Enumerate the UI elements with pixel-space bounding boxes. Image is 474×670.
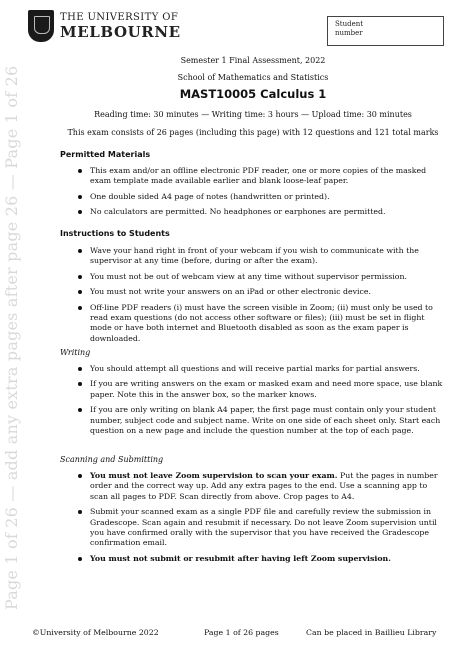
crest-icon [28,10,54,42]
times-line: Reading time: 30 minutes — Writing time: 3 hours — Upload time: 30 minutes [94,110,412,119]
list-item: If you are only writing on blank A4 paper, the first page must contain only your student number, subject code and subject name. Write on one side of each sheet only. Start each question on a new page and include the question number at the top of each page. [60,405,446,436]
list-item: Wave your hand right in front of your webcam if you wish to communicate with the supervisor at any time (before, during or after the exam). [60,246,446,267]
bullet-icon [78,169,82,173]
instructions-heading: Instructions to Students [60,229,170,238]
list-item: One double sided A4 page of notes (handwritten or printed). [60,192,446,202]
page-title: MAST10005 Calculus 1 [179,87,327,101]
list-item: You must not leave Zoom supervision to scan your exam. Put the pages in number order and the correct way up. Add any extra pages to the end. Use a scanning app to scan all pages to PDF. Scan directly from above. Crop pages to A4. [60,471,446,502]
student-box-label-2: number [335,29,363,37]
page-watermark: Page 1 of 26 — add any extra pages after page 26 — Page 1 of 26 [2,65,21,610]
bullet-icon [78,306,82,310]
logo-line-1: THE UNIVERSITY OF [60,11,179,23]
list-item: Submit your scanned exam as a single PDF file and carefully review the submission in Gradescope. Scan again and resubmit if necessary. Do not leave Zoom supervision until you have confirmed orally with the supervisor that you have received the Gradescope confirmation email. [60,507,446,549]
bullet-icon [78,367,82,371]
bullet-icon [78,382,82,386]
bullet-icon [78,249,82,253]
scanning-heading: Scanning and Submitting [60,455,164,464]
student-box-label-1: Student [335,20,364,28]
student-number-box [327,16,444,46]
school-line: School of Mathematics and Statistics [177,73,329,82]
pages-line: This exam consists of 26 pages (including this page) with 12 questions and 121 total marks [67,128,439,137]
bullet-icon [78,408,82,412]
permitted-list [60,166,446,223]
writing-list [60,364,446,441]
logo-line-2: MELBOURNE [60,22,181,41]
list-item: You must not submit or resubmit after having left Zoom supervision. [60,554,446,564]
bullet-icon [78,275,82,279]
footer-library-note: Can be placed in Baillieu Library [306,628,437,637]
university-logo [28,10,181,42]
footer-page-count: Page 1 of 26 pages [204,628,279,637]
bullet-icon [78,510,82,514]
permitted-heading: Permitted Materials [60,150,151,159]
list-item: Off-line PDF readers (i) must have the screen visible in Zoom; (ii) must only be used to read exam questions (do not access other software or files); (iii) must be set in flight mode or have both internet and Bluetooth disabled as soon as the exam paper is downloaded. [60,303,446,345]
list-item: You must not write your answers on an iPad or other electronic device. [60,287,446,297]
scanning-list [60,471,446,569]
assessment-line: Semester 1 Final Assessment, 2022 [180,56,326,65]
list-item: No calculators are permitted. No headphones or earphones are permitted. [60,207,446,217]
footer-copyright: ©University of Melbourne 2022 [32,628,159,637]
list-item: You should attempt all questions and will receive partial marks for partial answers. [60,364,446,374]
writing-heading: Writing [60,348,91,357]
list-item: If you are writing answers on the exam or masked exam and need more space, use blank paper. Note this in the answer box, so the marker knows. [60,379,446,400]
bullet-icon [78,195,82,199]
bullet-icon [78,210,82,214]
list-item: You must not be out of webcam view at any time without supervisor permission. [60,272,446,282]
bullet-icon [78,474,82,478]
instructions-list [60,246,446,349]
list-item: This exam and/or an offline electronic PDF reader, one or more copies of the masked exam template made available earlier and blank loose-leaf paper. [60,166,446,187]
bullet-icon [78,557,82,561]
bullet-icon [78,290,82,294]
